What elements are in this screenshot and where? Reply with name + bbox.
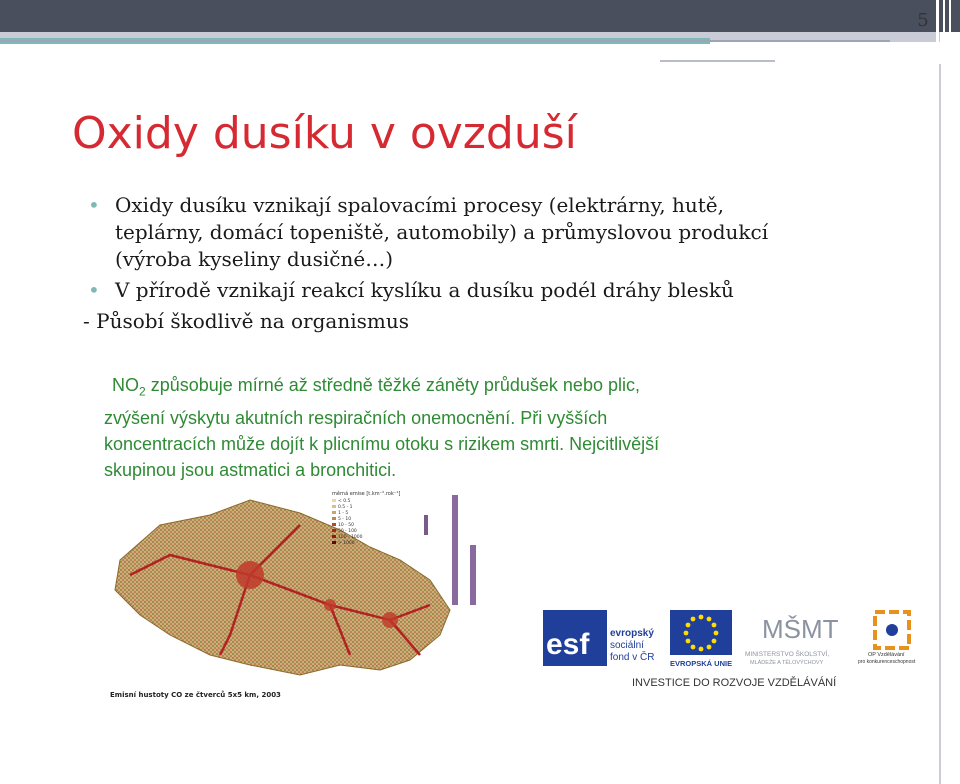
- tagline: INVESTICE DO ROZVOJE VZDĚLÁVÁNÍ: [632, 677, 837, 689]
- note-line: skupinou jsou astmatici a bronchitici.: [104, 459, 397, 480]
- legend-item: 100 - 1000: [338, 535, 363, 540]
- legend-item: 50 - 100: [338, 529, 357, 534]
- legend-item: 1 - 5: [338, 511, 349, 516]
- bullet-item: [88, 192, 878, 273]
- msmt-mark: MŠMT: [762, 614, 839, 644]
- esf-mark: esf: [546, 628, 590, 661]
- no2-formula: NO: [112, 375, 139, 395]
- bullet-line: teplárny, domácí topeniště, automobily) a průmyslovou produkcí: [115, 220, 769, 244]
- note-line: koncentracích může dojít k plicnímu otoku s rizikem smrti. Nejcitlivější: [104, 433, 660, 454]
- no2-note: [104, 372, 864, 483]
- emission-column: [470, 545, 476, 605]
- city-hotspot: [236, 561, 264, 589]
- emission-map: [100, 485, 500, 705]
- esf-line: evropský: [610, 628, 654, 639]
- legend-item: 5 - 10: [338, 517, 352, 522]
- op-logo-dot: [886, 624, 898, 636]
- bullet-line: • V přírodě vznikají reakcí kyslíku a dusíku podél dráhy blesků: [115, 278, 734, 302]
- msmt-line: MINISTERSTVO ŠKOLSTVÍ,: [745, 651, 830, 658]
- note-text: způsobuje mírné až středně těžké záněty průdušek nebo plic,: [145, 375, 640, 395]
- city-hotspot: [324, 599, 336, 611]
- legend-item: 10 - 50: [338, 523, 354, 528]
- bullet-line: (výroba kyseliny dusičné…): [115, 247, 393, 271]
- bullet-item: [88, 277, 878, 304]
- msmt-line: MLÁDEŽE A TĚLOVÝCHOVY: [750, 660, 824, 666]
- no2-subscript: 2: [139, 384, 146, 399]
- dash-item: - Působí škodlivě na organismus: [83, 309, 409, 333]
- note-line: [104, 372, 864, 405]
- header-thin-line: [0, 40, 890, 42]
- legend-item: 0.5 - 1: [338, 505, 353, 510]
- emission-column: [424, 515, 428, 535]
- slide-title: Oxidy dusíku v ovzduší: [72, 108, 577, 159]
- header-short-line: [660, 60, 775, 62]
- emission-column: [452, 495, 458, 605]
- slide-number: 5: [917, 10, 929, 31]
- op-line: pro konkurenceschopnost: [858, 659, 916, 665]
- esf-line: fond v ČR: [610, 652, 655, 663]
- bullet-line: • Oxidy dusíku vznikají spalovacími procesy (elektrárny, hutě,: [115, 193, 724, 217]
- eu-label: EVROPSKÁ UNIE: [670, 659, 733, 668]
- content-body: [83, 192, 878, 335]
- map-caption: Emisní hustoty CO ze čtverců 5x5 km, 2003: [110, 691, 281, 699]
- note-line: zvýšení výskytu akutních respiračních onemocnění. Při vyšších: [104, 407, 608, 428]
- funding-logos: [540, 600, 960, 700]
- esf-line: sociální: [610, 640, 644, 651]
- city-hotspot: [382, 612, 398, 628]
- header-bar: [0, 0, 960, 32]
- op-line: OP Vzdělávání: [868, 652, 905, 658]
- legend-item: > 1000: [338, 541, 355, 546]
- legend-item: < 0.5: [338, 499, 351, 504]
- legend-title: měrná emise [t.km⁻².rok⁻¹]: [332, 491, 401, 497]
